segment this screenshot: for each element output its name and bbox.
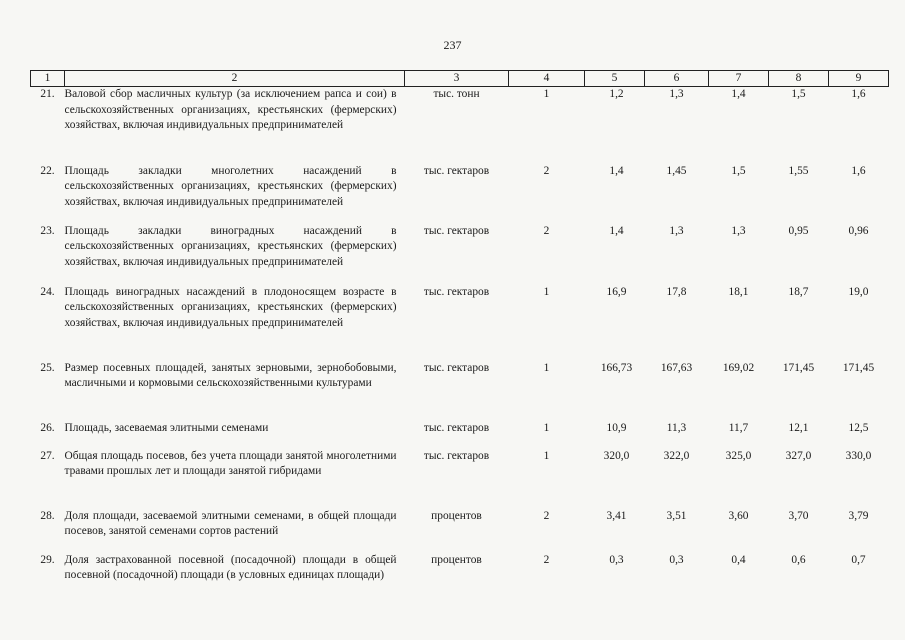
code: 1 — [543, 421, 550, 434]
value-col-8: 1,5 — [791, 88, 806, 100]
value-col-8: 171,45 — [782, 361, 815, 374]
value-col-5: 3,41 — [606, 509, 627, 522]
row-number: 21. — [40, 88, 55, 100]
value-col-7: 11,7 — [728, 421, 749, 434]
table-row — [31, 164, 889, 224]
table-row — [31, 224, 889, 285]
row-number: 27. — [40, 449, 55, 462]
value-col-5: 10,9 — [606, 421, 627, 434]
value-col-6: 1,45 — [666, 164, 687, 177]
value-col-5: 1,4 — [609, 164, 624, 177]
code: 2 — [543, 224, 550, 237]
value-col-5: 1,4 — [609, 224, 624, 237]
value-col-9: 0,96 — [848, 224, 869, 237]
value-col-8: 1,55 — [788, 164, 809, 177]
unit: тыс. гектаров — [423, 285, 490, 298]
value-col-8: 327,0 — [785, 449, 812, 462]
indicator-name: Доля площади, засеваемой элитными семенами, в общей площади посевов, занятой семенами сортов растений — [64, 509, 397, 537]
value-col-8: 0,6 — [791, 553, 806, 566]
value-col-6: 3,51 — [666, 509, 687, 522]
row-number: 25. — [40, 361, 55, 374]
header-col-4: 4 — [509, 71, 585, 87]
header-col-7: 7 — [709, 71, 769, 87]
code: 1 — [543, 361, 550, 374]
header-col-8: 8 — [769, 71, 829, 87]
value-col-6: 1,3 — [669, 88, 684, 100]
page-number: 237 — [443, 38, 462, 52]
header-col-6: 6 — [645, 71, 709, 87]
unit: тыс. гектаров — [423, 449, 490, 462]
value-col-8: 12,1 — [788, 421, 809, 434]
indicator-name: Размер посевных площадей, занятых зерновыми, зернобобовыми, масличными и кормовыми сельскохозяйственными культурами — [64, 361, 397, 389]
value-col-5: 1,2 — [609, 88, 624, 100]
code: 1 — [543, 88, 550, 100]
value-col-5: 320,0 — [603, 449, 630, 462]
indicator-name: Общая площадь посевов, без учета площади занятой многолетними травами прошлых лет и площади занятой гибридами — [64, 449, 397, 477]
value-col-9: 19,0 — [848, 285, 869, 298]
code: 2 — [543, 164, 550, 177]
indicator-name: Площадь закладки виноградных насаждений в сельскохозяйственных организациях, крестьянских (фермерских) хозяйствах, включая индивидуальных предпринимателей — [64, 224, 397, 268]
row-number: 22. — [40, 164, 55, 177]
indicator-name: Площадь виноградных насаждений в плодоносящем возрасте в сельскохозяйственных организациях, крестьянских (фермерских) хозяйствах, включая индивидуальных предпринимателей — [64, 285, 397, 329]
unit: тыс. гектаров — [423, 421, 490, 434]
value-col-6: 1,3 — [669, 224, 684, 237]
code: 2 — [543, 553, 550, 566]
header-col-5: 5 — [585, 71, 645, 87]
unit: процентов — [431, 509, 482, 522]
value-col-5: 16,9 — [606, 285, 627, 298]
value-col-6: 11,3 — [666, 421, 687, 434]
header-col-9: 9 — [829, 71, 889, 87]
value-col-8: 3,70 — [788, 509, 809, 522]
value-col-7: 0,4 — [731, 553, 746, 566]
indicator-name: Доля застрахованной посевной (посадочной) площади в общей посевной (посадочной) площади (в условных единицах площади) — [64, 553, 397, 581]
value-col-7: 325,0 — [725, 449, 752, 462]
table-row — [31, 449, 889, 509]
value-col-7: 1,3 — [731, 224, 746, 237]
header-col-1: 1 — [31, 71, 65, 87]
table-row — [31, 361, 889, 421]
unit: тыс. гектаров — [423, 224, 490, 237]
code: 2 — [543, 509, 550, 522]
unit: тыс. гектаров — [423, 164, 490, 177]
indicators-table — [30, 70, 889, 601]
value-col-7: 18,1 — [728, 285, 749, 298]
row-number: 26. — [40, 421, 55, 434]
unit: тыс. тонн — [433, 88, 480, 100]
value-col-7: 3,60 — [728, 509, 749, 522]
value-col-6: 322,0 — [663, 449, 690, 462]
indicator-name: Валовой сбор масличных культур (за исключением рапса и сои) в сельскохозяйственных организациях, крестьянских (фермерских) хозяйствах, включая индивидуальных предпринимателей — [64, 88, 397, 131]
value-col-8: 0,95 — [788, 224, 809, 237]
value-col-5: 0,3 — [609, 553, 624, 566]
header-row — [31, 71, 889, 87]
row-number: 23. — [40, 224, 55, 237]
unit: тыс. гектаров — [423, 361, 490, 374]
code: 1 — [543, 449, 550, 462]
header-col-3: 3 — [405, 71, 509, 87]
table-row — [31, 509, 889, 553]
unit: процентов — [431, 553, 482, 566]
value-col-9: 1,6 — [851, 164, 866, 177]
value-col-7: 1,4 — [731, 88, 746, 100]
row-number: 29. — [40, 553, 55, 566]
value-col-9: 171,45 — [842, 361, 875, 374]
table-row — [31, 421, 889, 449]
value-col-8: 18,7 — [788, 285, 809, 298]
table-row — [31, 87, 889, 164]
value-col-9: 3,79 — [848, 509, 869, 522]
value-col-7: 169,02 — [722, 361, 755, 374]
value-col-9: 0,7 — [851, 553, 866, 566]
value-col-5: 166,73 — [600, 361, 633, 374]
header-col-2: 2 — [65, 71, 405, 87]
code: 1 — [543, 285, 550, 298]
value-col-9: 12,5 — [848, 421, 869, 434]
value-col-9: 1,6 — [851, 88, 866, 100]
row-number: 28. — [40, 509, 55, 522]
indicator-name: Площадь, засеваемая элитными семенами — [64, 421, 269, 434]
value-col-7: 1,5 — [731, 164, 746, 177]
value-col-6: 167,63 — [660, 361, 693, 374]
table-row — [31, 553, 889, 601]
row-number: 24. — [40, 285, 55, 298]
value-col-9: 330,0 — [845, 449, 872, 462]
value-col-6: 0,3 — [669, 553, 684, 566]
value-col-6: 17,8 — [666, 285, 687, 298]
table-row — [31, 285, 889, 361]
indicator-name: Площадь закладки многолетних насаждений в сельскохозяйственных организациях, крестьянских (фермерских) хозяйствах, включая индивидуальных предпринимателей — [64, 164, 397, 208]
